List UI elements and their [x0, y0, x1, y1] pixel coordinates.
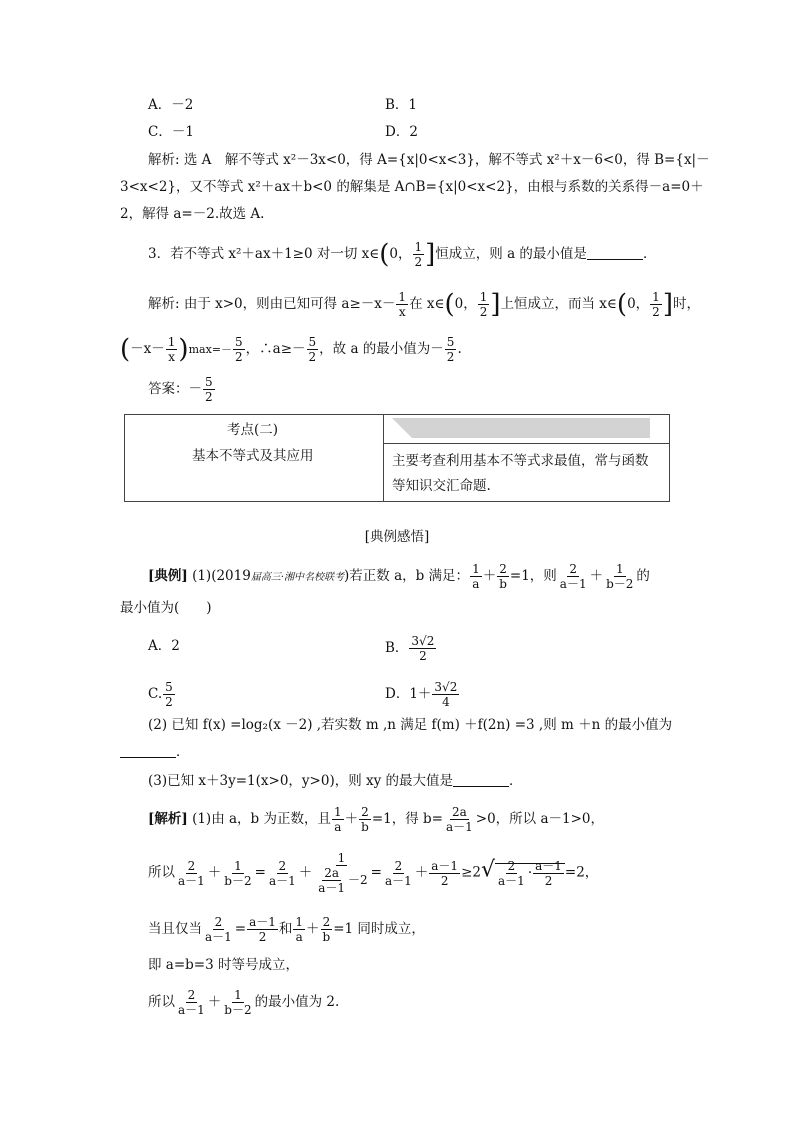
frac-num: 3√2 [434, 680, 458, 694]
fraction [293, 915, 305, 944]
frac-den: 2 [205, 390, 213, 404]
interval-zero: 0， [627, 296, 650, 312]
fraction-2-over-b [497, 562, 509, 591]
decorative-bar [392, 418, 650, 438]
frac-den: a－1 [205, 930, 232, 944]
frac-den: b－2 [606, 577, 634, 591]
frac-num: 1 [337, 851, 346, 865]
fraction [383, 859, 414, 888]
frac-num: 2 [499, 562, 507, 576]
frac-num: 2 [361, 805, 369, 819]
frac-den: b－2 [224, 1003, 252, 1017]
frac-den: x [398, 305, 406, 319]
plus: ＋ [306, 921, 320, 937]
frac-num: 2 [569, 562, 578, 576]
option-prefix: D．1＋ [385, 686, 432, 702]
frac-num: 1 [398, 290, 407, 304]
minus-two: －2 [348, 873, 368, 887]
fraction-half [478, 290, 490, 319]
frac-den: 2 [419, 649, 427, 663]
option-fraction [409, 634, 436, 663]
frac-den: 4 [442, 695, 450, 709]
fraction-5-over-2 [203, 375, 215, 404]
frac-den: a－1 [559, 577, 587, 591]
frac-num: 2 [214, 915, 223, 929]
equals: = [234, 921, 247, 937]
example-option-a: A．2 [148, 638, 180, 654]
frac-den: a－1 [268, 873, 296, 888]
example-text: ． [509, 773, 523, 789]
fraction-1-over-x [166, 335, 178, 364]
example-source: 届高三·湘中名校联考 [250, 572, 345, 583]
frac-den: 2 [165, 695, 173, 709]
table-divider-horizontal [383, 443, 669, 444]
example-text: ． [176, 744, 190, 760]
answer-blank [120, 743, 176, 758]
frac-den: a [295, 930, 303, 944]
example-text: 的 [636, 568, 650, 584]
fraction-5-over-2 [445, 335, 457, 364]
fraction-5-over-2 [307, 335, 319, 364]
example-part2: (2) 已知 f(x) =log₂(x －2) ,若实数 m ,n 满足 f(m) ＋f(2n) =3 ,则 m ＋n 的最小值为 [148, 717, 673, 733]
example-option-c [148, 680, 176, 709]
example-text: (3)已知 x＋3y=1(x>0，y>0)，则 xy 的最大值是 [148, 773, 454, 789]
fraction-half [413, 240, 425, 269]
q3-stem-text: 3．若不等式 x²＋ax＋1≥0 对一切 x∈ [148, 246, 380, 262]
interval-zero: 0， [454, 296, 477, 312]
plus: ＋ [298, 864, 313, 881]
option-prefix: C. [148, 686, 163, 702]
q3-stem-text-2: 恒成立，则 a 的最小值是 [435, 246, 587, 262]
analysis-text: 所以 [148, 994, 175, 1010]
q3-sol-text: ，∴a≥－ [245, 341, 306, 357]
table-right-line1: 主要考查利用基本不等式求最值，常与函数 [392, 453, 649, 469]
frac-den: 2 [446, 350, 455, 364]
q3-sol-text: ，故 a 的最小值为－ [319, 341, 444, 357]
option-fraction [163, 680, 175, 709]
frac-num: 1 [479, 290, 488, 304]
analysis-line3 [148, 915, 425, 944]
section-heading: [典例感悟] [364, 529, 430, 545]
fraction [247, 915, 278, 944]
table-divider-vertical [383, 414, 384, 501]
frac-den: 2 [440, 873, 449, 888]
option-b: B．1 [385, 97, 418, 113]
fraction [533, 859, 564, 888]
q3-solution-line2: (－x－ $\frac{1}{x}$ )max=－ $\frac{5}{2}$ ，∴a≥－ $\frac{5}{2}$ ，故 a 的最小值为－ $\frac{5}{2}$ . [120, 334, 462, 365]
frac-num: 2 [322, 915, 331, 929]
frac-den: 2 [544, 873, 553, 888]
fraction-1-over-bm2 [604, 562, 635, 591]
q2-solution-line3: 2，解得 a=－2.故选 A. [120, 206, 265, 222]
fraction [321, 915, 333, 944]
frac-den: b [322, 930, 331, 944]
frac-num: a－1 [535, 858, 562, 873]
q3-stem-end: ． [642, 246, 657, 262]
fraction-5-over-2 [233, 335, 245, 364]
frac-num: 1 [472, 562, 480, 576]
frac-den: b [361, 820, 369, 834]
analysis-text: 和 [278, 921, 293, 937]
frac-num: 2 [278, 858, 287, 873]
frac-den: a－1 [384, 873, 412, 888]
frac-num: 2 [394, 858, 403, 873]
frac-num: 5 [205, 375, 213, 389]
fraction [359, 805, 371, 834]
frac-num: 1 [414, 240, 423, 254]
fraction [444, 805, 475, 834]
example-part3 [148, 771, 523, 791]
analysis-text: 的最小值为 2. [254, 994, 340, 1010]
frac-num: 2a [324, 866, 340, 880]
frac-den: b－2 [224, 873, 252, 888]
q2-solution-line1: 解析: 选 A 解不等式 x²－3x<0，得 A={x|0<x<3}，解不等式 x²＋x－6<0，得 B={x|－ [148, 152, 710, 168]
plus: ＋ [414, 864, 429, 881]
frac-den: a－1 [178, 1003, 205, 1017]
analysis-text: (1)由 a，b 为正数，且 [192, 811, 331, 827]
plus: ＋ [207, 994, 222, 1010]
equals: = [370, 864, 382, 881]
frac-num: 5 [235, 335, 243, 349]
fraction-1-over-a [470, 562, 482, 591]
fraction [316, 866, 347, 895]
example-part2-line2 [120, 742, 190, 762]
q3-stem: 3．若不等式 x²＋ax＋1≥0 对一切 x∈(0， $\frac{1}{2}$ ]恒成立，则 a 的最小值是 ． [148, 239, 657, 270]
answer-blank [453, 772, 509, 787]
example-option-b [385, 634, 437, 663]
q3-sol-max: max=－ [188, 343, 232, 356]
frac-num: 1 [295, 915, 304, 929]
frac-num: a－1 [431, 858, 459, 873]
example-part1: [典例] (1)(2019届高三·湘中名校联考)若正数 a，b 满足： $\frac{1}{a}$ ＋ $\frac{2}{b}$ =1，则 $\frac{2}{a-1}$ ＋ $\frac{1}{b-2}$ 的 [148, 562, 650, 591]
frac-num: 5 [308, 335, 317, 349]
frac-num: 1 [234, 988, 242, 1002]
plus: ＋ [207, 864, 222, 881]
fraction-2-over-am1 [558, 562, 589, 591]
frac-den: a－1 [445, 820, 473, 834]
q3-answer [148, 375, 216, 404]
frac-den: a－1 [498, 873, 525, 888]
fraction-1-over-x [396, 290, 408, 319]
option-d: D．2 [385, 124, 418, 140]
frac-den: a－1 [318, 881, 346, 895]
fraction [267, 859, 298, 888]
q3-sol-text: . [457, 341, 462, 357]
frac-num: 3√2 [411, 634, 435, 648]
example-text: )若正数 a，b 满足： [344, 568, 470, 584]
frac-den: 2 [479, 305, 488, 319]
q3-sol-text: －x－ [130, 341, 165, 357]
frac-num: 1 [652, 290, 660, 304]
example-text: (1)(2019 [192, 568, 251, 584]
frac-num: 2 [507, 858, 516, 873]
fraction [313, 851, 369, 895]
frac-num: a－1 [249, 915, 276, 929]
analysis-line4: 即 a=b=3 时等号成立， [148, 957, 299, 973]
q3-solution-line1: 解析: 由于 x>0，则由已知可得 a≥－x－ $\frac{1}{x}$ 在 x∈(0， $\frac{1}{2}$ ]上恒成立，而当 x∈(0， $\frac{1}{2}$ ]时， [148, 289, 700, 320]
analysis-text: 当且仅当 [148, 921, 202, 937]
analysis-text: =1，得 b= [371, 811, 443, 827]
interval-zero: 0， [389, 246, 412, 262]
frac-den: b [499, 577, 507, 591]
frac-num: 2 [187, 858, 196, 873]
analysis-text: 所以 [148, 864, 175, 881]
fraction-half [650, 290, 662, 319]
example-part1-line2: 最小值为( ) [120, 600, 212, 616]
q3-sol-text: 在 x∈ [409, 296, 445, 312]
fraction [176, 859, 207, 888]
frac-den: a [334, 820, 342, 834]
frac-den: 2 [652, 305, 660, 319]
option-prefix: B． [385, 640, 409, 656]
analysis-line5 [148, 988, 339, 1017]
frac-den: 2 [235, 350, 243, 364]
frac-den: 2 [414, 255, 423, 269]
frac-num: 5 [165, 680, 173, 694]
example-text: =1，则 [509, 568, 557, 584]
q3-sol-text: 时， [672, 296, 700, 312]
frac-num: 1 [167, 335, 176, 349]
analysis-label: [解析] [148, 811, 188, 827]
example-option-d [385, 680, 460, 709]
frac-den: a－1 [178, 873, 205, 888]
table-right-line2: 等知识交汇命题. [392, 478, 491, 494]
fraction [496, 859, 527, 888]
frac-num: 1 [333, 805, 342, 819]
frac-num: 5 [446, 335, 455, 349]
frac-num: 1 [234, 858, 242, 873]
frac-num: 2a [451, 805, 467, 819]
analysis-text: >0，所以 a－1>0， [475, 811, 604, 827]
analysis-line2: 所以 $\frac{2}{a-1}$ ＋ $\frac{1}{b-2}$ = $\frac{2}{a-1}$ ＋ 1 $\frac{2a}{a-1}$ －2 = $\frac{2}{a-1}$ ＋ $\frac{a-1}{2}$ ≥2√ $\frac{2}{a-1}$ · $\frac{a-1}{2}$ =2， [148, 851, 599, 895]
analysis-text: =2， [564, 864, 599, 881]
table-left-title: 考点(二) [227, 422, 279, 438]
frac-num: 1 [615, 562, 624, 576]
frac-den: x [168, 350, 175, 364]
option-a: A．－2 [148, 97, 194, 113]
fraction [176, 988, 207, 1017]
frac-den [313, 866, 369, 895]
answer-label: 答案：－ [148, 381, 202, 397]
equals: = [254, 864, 266, 881]
frac-num: 2 [187, 988, 196, 1002]
q2-solution-line2: 3<x<2}，又不等式 x²＋ax＋b<0 的解集是 A∩B={x|0<x<2}，由根与系数的关系得－a=0＋ [120, 179, 704, 195]
option-fraction [432, 680, 459, 709]
fraction [203, 915, 234, 944]
analysis-text: =1 同时成立， [333, 921, 425, 937]
frac-den: 2 [308, 350, 317, 364]
q3-sol-text: 上恒成立，而当 x∈ [500, 296, 617, 312]
fraction [332, 805, 344, 834]
frac-den: a [472, 577, 480, 591]
option-c: C．－1 [148, 124, 194, 140]
q3-sol-text: 解析: 由于 x>0，则由已知可得 a≥－x－ [148, 296, 396, 312]
answer-blank [587, 245, 643, 260]
frac-den: 2 [258, 930, 267, 944]
fraction [429, 859, 460, 888]
fraction [222, 988, 253, 1017]
fraction [222, 859, 253, 888]
example-label: [典例] [148, 568, 188, 584]
table-left-subtitle: 基本不等式及其应用 [192, 448, 314, 464]
ge-two: ≥2 [461, 864, 481, 881]
analysis-line1: [解析] (1)由 a，b 为正数，且 $\frac{1}{a}$ ＋ $\frac{2}{b}$ =1，得 b= $\frac{2a}{a-1}$ >0，所以 a－1>0， [148, 805, 604, 834]
